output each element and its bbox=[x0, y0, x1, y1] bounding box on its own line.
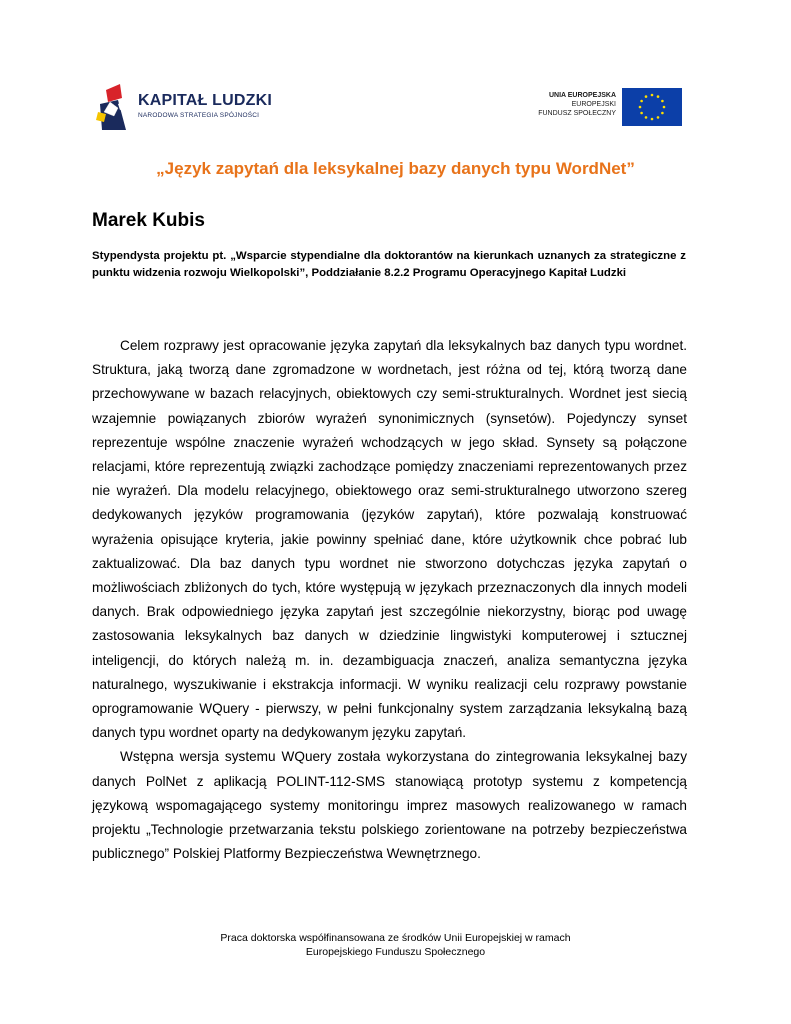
document-title: „Język zapytań dla leksykalnej bazy danych typu WordNet” bbox=[156, 159, 635, 178]
footer-line1: Praca doktorska współfinansowana ze środków Unii Europejskiej w ramach bbox=[220, 932, 571, 944]
author-name: Marek Kubis bbox=[92, 210, 205, 231]
eu-logo bbox=[526, 88, 682, 128]
eu-logo-line1: UNIA EUROPEJSKA bbox=[548, 92, 616, 99]
eu-logo-line3: FUNDUSZ SPOŁECZNY bbox=[538, 110, 616, 117]
eu-logo-text bbox=[538, 91, 616, 118]
eu-logo-line2: EUROPEJSKI bbox=[571, 101, 616, 108]
abstract-paragraph: Celem rozprawy jest opracowanie języka zapytań dla leksykalnych baz danych typu wordnet. Struktura, jaką tworzą dane zgromadzone w wordnetach, jest różna od tej, którą tworzą dane przechowywane w bazach relacyjnych, obiektowych czy semi-strukturalnych. Wordnet jest siecią wzajemnie powiązanych zbiorów wyrażeń synonimicznych (synsetów). Pojedynczy synset reprezentuje wspólne znaczenie wyrażeń wchodzących w jego skład. Synsety są połączone relacjami, które reprezentują związki zachodzące pomiędzy znaczeniami reprezentowanych przez nie wyrażeń. Dla modelu relacyjnego, obiektowego oraz semi-strukturalnego utworzono szereg dedykowanych języków programowania (języków zapytań), które pozwalają konstruować wyrażenia opisujące kryteria, jakie powinny spełniać dane, które użytkownik chce pobrać lub zaktualizować. Dla baz danych typu wordnet nie stworzono dotychczas języka zapytań o możliwościach zbliżonych do tych, które występują w językach przeznaczonych dla innych modeli danych. Brak odpowiedniego języka zapytań jest szczególnie niekorzystny, biorąc pod uwagę zastosowania leksykalnych baz danych w dziedzinie lingwistyki komputerowej i sztucznej inteligencji, do których należą m. in. dezambiguacja znaczeń, analiza semantyczna języka naturalnego, wyszukiwanie i ekstrakcja informacji. W wyniku realizacji celu rozprawy powstanie oprogramowanie WQuery - pierwszy, w pełni funkcjonalny system zarządzania leksykalną bazą danych typu wordnet oparty na dedykowanym języku zapytań. bbox=[92, 338, 687, 741]
abstract-paragraph: Wstępna wersja systemu WQuery została wykorzystana do zintegrowania leksykalnej bazy danych PolNet z aplikacją POLINT-112-SMS stanowiącą prototyp systemu z kompetencją językową wspomagającego systemy monitoringu imprez masowych realizowanego w ramach projektu „Technologie przetwarzania tekstu polskiego zorientowane na potrzeby bezpieczeństwa publicznego” Polskiej Platformy Bezpieczeństwa Wewnętrznego. bbox=[92, 749, 687, 862]
kapital-ludzki-logo bbox=[96, 82, 273, 134]
footer-line2: Europejskiego Funduszu Społecznego bbox=[305, 946, 486, 958]
scholarship-note: Stypendysta projektu pt. „Wsparcie stypendialne dla doktorantów na kierunkach uznanych za strategiczne z punktu widzenia rozwoju Wielkopolski”, Poddziałanie 8.2.2 Programu Operacyjnego Kapitał Ludzki bbox=[92, 250, 686, 279]
kapital-ludzki-subtitle: NARODOWA STRATEGIA SPÓJNOŚCI bbox=[138, 112, 260, 119]
kapital-ludzki-title: KAPITAŁ LUDZKI bbox=[138, 92, 273, 109]
kapital-ludzki-emblem-icon bbox=[96, 82, 136, 134]
abstract-body bbox=[92, 334, 687, 866]
page-footer bbox=[0, 931, 791, 959]
eu-flag-icon bbox=[622, 88, 682, 126]
